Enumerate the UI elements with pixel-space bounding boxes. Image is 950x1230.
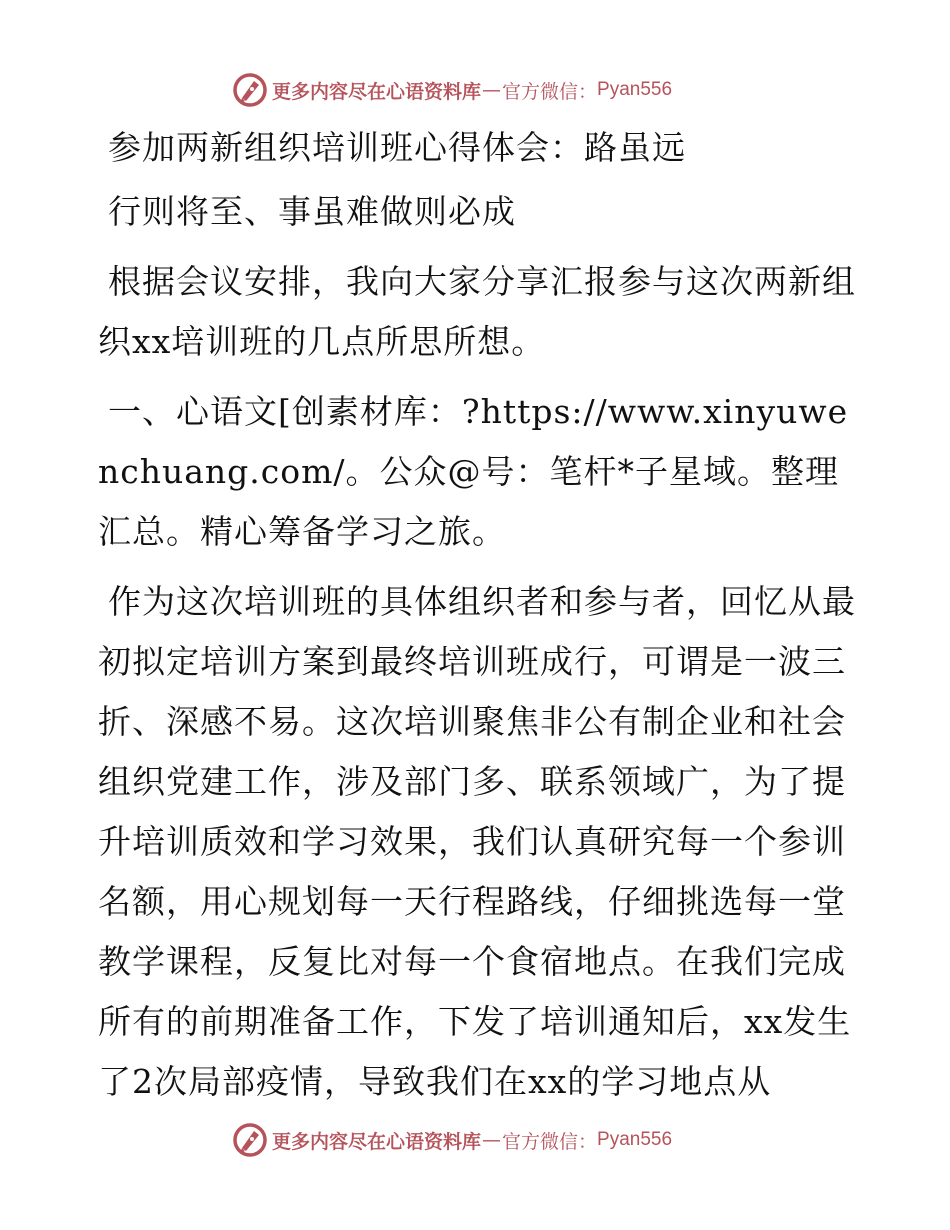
banner-wechat-id: Pyan556 xyxy=(597,79,673,100)
header-banner xyxy=(232,72,672,108)
banner-separator: — xyxy=(482,79,502,101)
banner-separator: — xyxy=(482,1129,502,1151)
intro-paragraph: 根据会议安排，我向大家分享汇报参与这次两新组织xx培训班的几点所思所想。 xyxy=(98,262,856,361)
body-paragraph: 作为这次培训班的具体组织者和参与者，回忆从最初拟定培训方案到最终培训班成行，可谓是一波三折、深感不易。这次培训聚焦非公有制企业和社会组织党建工作，涉及部门多、联系领域广，为了提升培训质效和学习效果，我们认真研究每一个参训名额，用心规划每一天行程路线，仔细挑选每一堂教学课程，反复比对每一个食宿地点。在我们完成所有的前期准备工作，下发了培训通知后，xx发生了2次局部疫情，导致我们在xx的学习地点从 xyxy=(98,582,856,1101)
document-title-line-1: 参加两新组织培训班心得体会：路虽远 xyxy=(108,128,686,167)
section-heading-1: 一、心语文[创素材库：?https://www.xinyuwenchuang.com/。公众@号：笔杆*子星域。整理汇总。精心筹备学习之旅。 xyxy=(98,392,849,551)
banner-wechat-label: 官方微信： xyxy=(502,80,598,103)
banner-text: 更多内容尽在心语资料库 xyxy=(272,80,482,103)
footer-banner xyxy=(232,1122,672,1158)
banner-text: 更多内容尽在心语资料库 xyxy=(272,1130,482,1153)
pen-nib-logo-icon xyxy=(232,1122,268,1158)
document-title-line-2: 行则将至、事虽难做则必成 xyxy=(108,192,516,231)
banner-wechat-id: Pyan556 xyxy=(597,1129,673,1150)
pen-nib-logo-icon xyxy=(232,72,268,108)
document-body xyxy=(98,118,858,1112)
banner-wechat-label: 官方微信： xyxy=(502,1130,598,1153)
